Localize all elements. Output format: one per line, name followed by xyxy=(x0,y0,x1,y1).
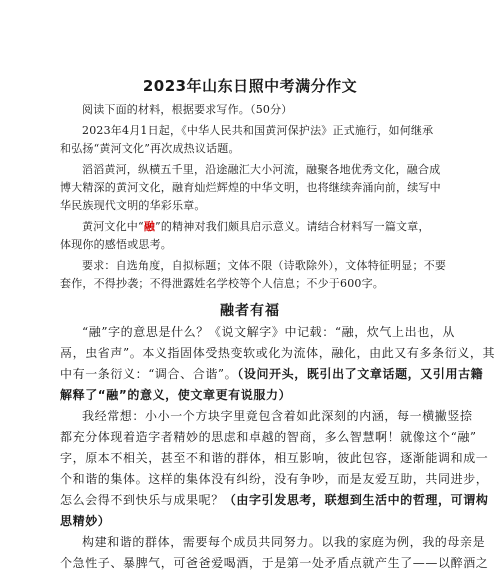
prompt-section xyxy=(60,101,450,293)
essay-text-fragment: 怎么会得不到快乐与成果呢？ xyxy=(60,493,224,507)
prompt-paragraph-2-line-1: 滔滔黄河，纵横五千里，沿途融汇大小河流，融聚各地优秀文化，融合成 xyxy=(82,163,441,176)
prompt-paragraph-1-line-2: 和弘扬“黄河文化”再次成热议话题。 xyxy=(60,142,240,155)
essay-comment-continued: 解释了“融”的意义，使文章更有说服力） xyxy=(60,388,292,402)
prompt-requirements-line-2: 套作，不得抄袭；不得泄露姓名学校等个人信息；不少于600字。 xyxy=(60,277,384,290)
prompt-requirements-line-1: 要求：自选角度，自拟标题；文体不限（诗歌除外），文体特征明显；不要 xyxy=(82,259,447,272)
essay-body xyxy=(60,322,496,574)
essay-paragraph-2-line-2: 都充分体现着造字者精妙的思虑和卓越的智商，多么智慧啊！就像这个“融” xyxy=(60,430,477,444)
prompt-instruction: 阅读下面的材料，根据要求写作。（50分） xyxy=(82,103,293,116)
essay-comment: （由字引发思考，联想到生活中的哲理，可谓构 xyxy=(223,493,489,507)
essay-paragraph-1-line-3 xyxy=(60,364,484,385)
essay-title: 融者有福 xyxy=(220,303,280,319)
prompt-paragraph-3-line-2: 体现你的感悟或思考。 xyxy=(60,238,172,251)
prompt-paragraph-3-line-1 xyxy=(60,218,450,236)
prompt-paragraph-2-line-3: 华民族现代文明的华彩乐章。 xyxy=(60,199,206,212)
essay-paragraph-1-line-1: “融”字的意思是什么？《说文解字》中记载：“融，炊气上出也，从 xyxy=(82,325,456,339)
document-title: 2023年山东日照中考满分作文 xyxy=(142,77,358,95)
prompt-text-fragment: 黄河文化中“ xyxy=(82,220,144,233)
highlighted-character-rong: 融 xyxy=(143,220,156,233)
essay-comment: （设问开头，既引出了文章话题，又引用古籍 xyxy=(237,367,484,381)
essay-paragraph-3-line-2: 个急性子、暴脾气，可爸爸爱喝酒，于是第一处矛盾点就产生了——以醉酒之 xyxy=(60,556,489,570)
prompt-paragraph-2-line-2: 博大精深的黄河文化，融育灿烂辉煌的中华文明，也将继续奔涌向前，续写中 xyxy=(60,181,441,194)
prompt-text-fragment: ”的精神对我们颇具启示意义。请结合材料写一篇文章， xyxy=(155,220,430,233)
prompt-paragraph-1-line-1: 2023年4月1日起，《中华人民共和国黄河保护法》正式施行，如何继承 xyxy=(82,124,434,137)
essay-paragraph-2-line-4: 个和谐的集体。这样的集体没有纠纷，没有争吵，而是友爱互助，共同进步， xyxy=(60,472,489,486)
essay-text-fragment: 中有一条衍义：“调合、合谐”。 xyxy=(60,367,238,381)
essay-comment-continued: 思精妙） xyxy=(60,514,111,528)
essay-paragraph-2-line-3: 字，原本不相关，甚至不和谐的群体，相互影响，彼此包容，逐渐能调和成一 xyxy=(60,451,489,465)
essay-paragraph-2-line-1: 我经常想：小小一个方块字里竟包含着如此深刻的内涵，每一横撇竖捺 xyxy=(82,409,473,423)
essay-paragraph-1-line-2: 鬲，虫省声”。本义指固体受热变软或化为流体，融化，由此又有多条衍义，其 xyxy=(60,346,496,360)
essay-paragraph-3-line-1: 构建和谐的群体，需要每个成员共同努力。以我的家庭为例，我的母亲是 xyxy=(82,535,486,549)
essay-paragraph-2-line-5 xyxy=(60,490,489,511)
